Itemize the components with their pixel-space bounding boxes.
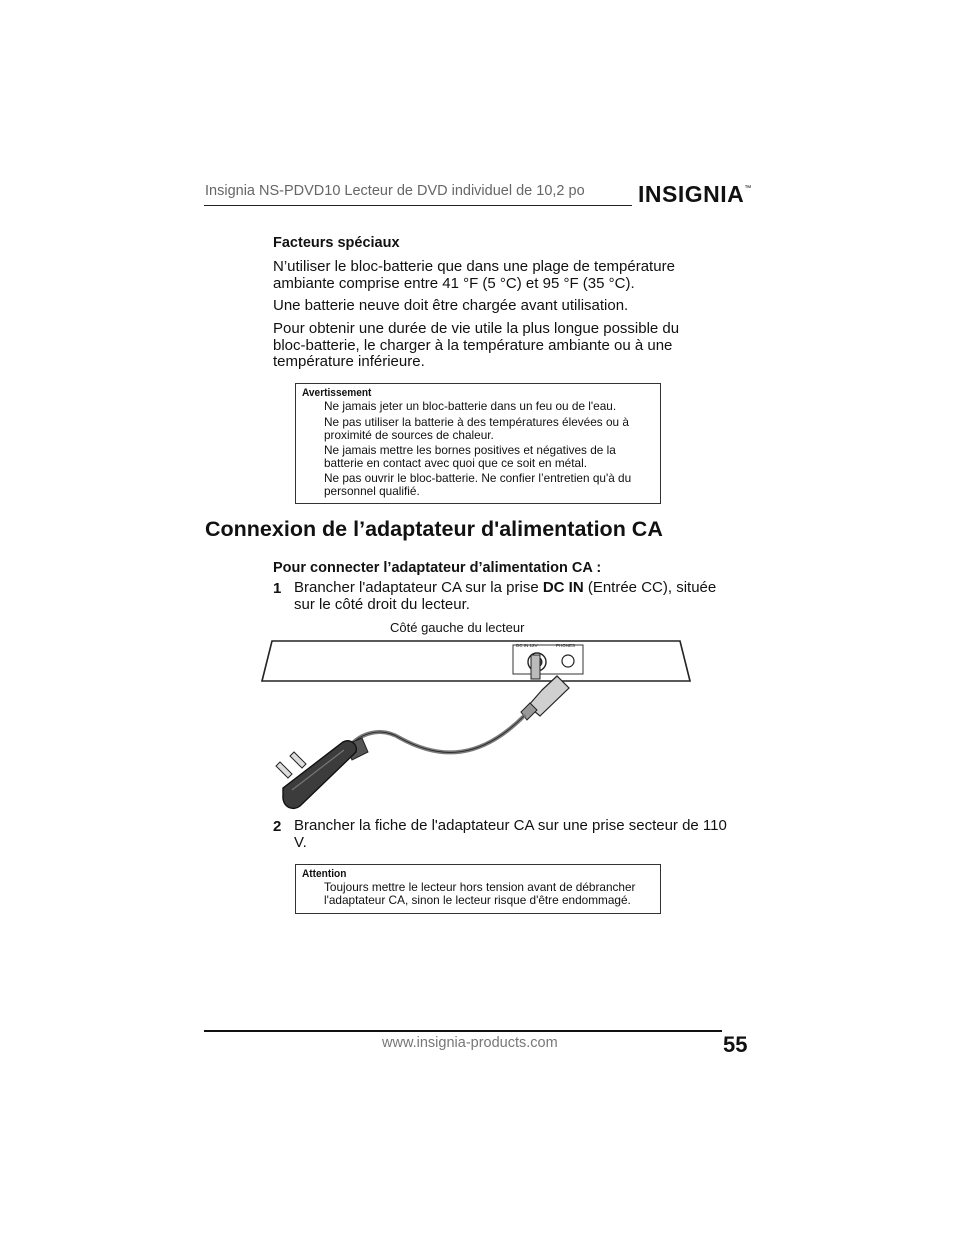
paragraph-temperature: N’utiliser le bloc-batterie que dans une plage de température ambiante comprise entre 41 °F (5 °C) et 95 °F (35 °C). — [273, 258, 675, 292]
paragraph-lifespan: Pour obtenir une durée de vie utile la plus longue possible du bloc-batterie, le charger à la température ambiante ou à une température inférieure. — [273, 320, 680, 370]
step-2-text: Brancher la fiche de l'adaptateur CA sur une prise secteur de 110 V. — [294, 817, 727, 851]
power-cable — [350, 716, 524, 752]
plug-prong — [276, 762, 292, 778]
phones-jack — [562, 655, 574, 667]
attention-box — [295, 864, 661, 914]
special-factors-heading: Facteurs spéciaux — [273, 235, 400, 251]
procedure-heading: Pour connecter l’adaptateur d’alimentation CA : — [273, 560, 602, 576]
logo-trademark: ™ — [744, 185, 752, 192]
phones-port-label: PHONES — [556, 643, 576, 648]
step-1-number: 1 — [273, 580, 282, 597]
power-cable-outline — [350, 716, 524, 752]
warning-item: Ne jamais mettre les bornes positives et négatives de la batterie en contact avec quoi que ce soit en métal. — [324, 443, 616, 470]
page-number: 55 — [723, 1032, 748, 1057]
player-side-outline — [262, 641, 690, 681]
paragraph-charge: Une batterie neuve doit être chargée avant utilisation. — [273, 297, 629, 314]
warning-title: Avertissement — [302, 387, 372, 399]
warning-item: Ne jamais jeter un bloc-batterie dans un feu ou de l'eau. — [324, 399, 617, 413]
figure-caption: Côté gauche du lecteur — [390, 620, 525, 635]
step-2-number: 2 — [273, 818, 282, 835]
attention-text: Toujours mettre le lecteur hors tension avant de débrancher l'adaptateur CA, sinon le lecteur risque d'être endommagé. — [324, 880, 636, 907]
section-title: Connexion de l’adaptateur d'alimentation CA — [205, 517, 663, 541]
step-1-text-before: Brancher l'adaptateur CA sur la prise — [294, 579, 543, 596]
dc-in-label: DC IN — [542, 579, 584, 596]
footer-url[interactable]: www.insignia-products.com — [382, 1035, 558, 1051]
dc-in-port-label: DC IN 12V — [516, 643, 538, 648]
footer-rule — [204, 1030, 722, 1032]
logo-text: INSIGNIA — [638, 181, 745, 207]
step-1-text-after: (Entrée CC), située sur le côté droit du lecteur. — [294, 579, 717, 613]
attention-title: Attention — [302, 868, 347, 880]
warning-item: Ne pas ouvrir le bloc-batterie. Ne confier l’entretien qu'à du personnel qualifié. — [324, 471, 632, 498]
plug-prong — [290, 752, 306, 768]
adapter-brick — [283, 741, 356, 809]
warning-item: Ne pas utiliser la batterie à des températures élevées ou à proximité de sources de chaleur. — [324, 415, 629, 442]
dc-plug-tip — [531, 655, 540, 679]
running-header: Insignia NS-PDVD10 Lecteur de DVD individuel de 10,2 po — [205, 183, 585, 199]
